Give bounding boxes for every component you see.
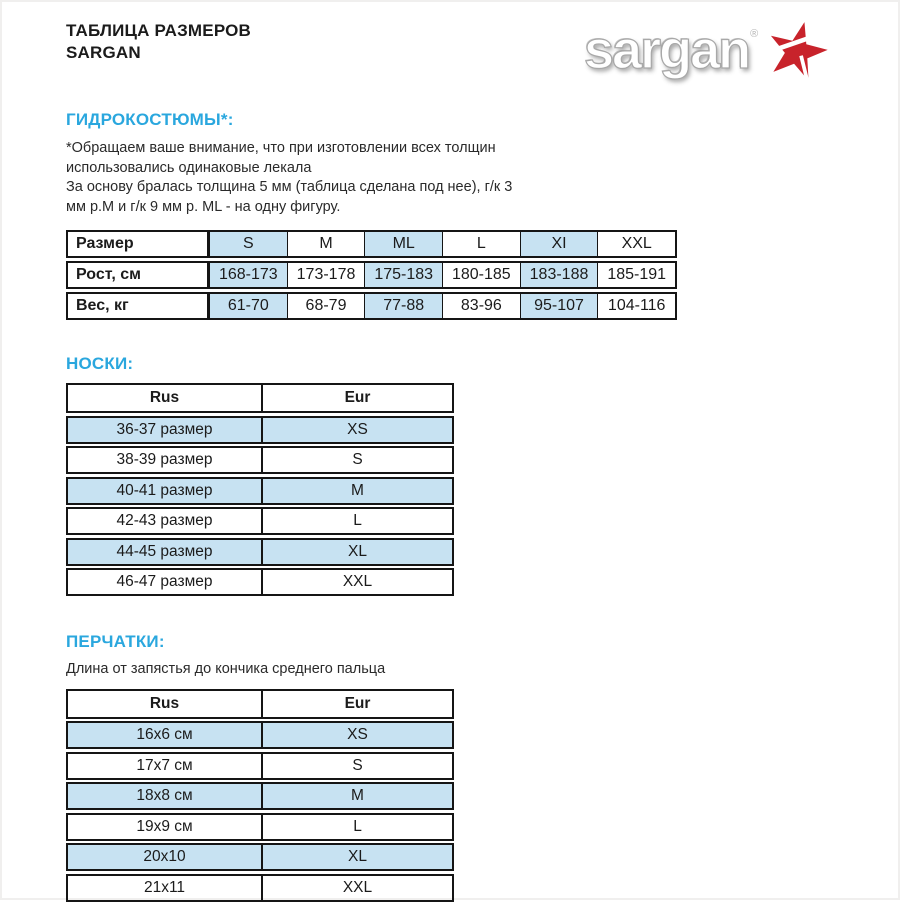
rus-header-cell: Rus [68,385,263,411]
rus-value-cell: 17x7 см [68,754,263,778]
value-cell: 95-107 [520,294,598,318]
rus-value-cell: 44-45 размер [68,540,263,564]
size-column-header-cell: M [287,232,365,256]
rus-value-cell: 18x8 см [68,784,263,808]
value-cell: 173-178 [287,263,365,287]
wetsuits-note-line: За основу бралась толщина 5 мм (таблица сделана под нее), г/к 3 [66,179,513,195]
value-cell: 180-185 [442,263,520,287]
logo-wordmark: sargan [584,20,750,80]
eur-header-cell: Eur [344,694,371,712]
wetsuits-table-row [66,292,677,320]
wetsuits-note-line: мм р.М и г/к 9 мм р. ML - на одну фигуру. [66,198,341,215]
eur-value-cell: M [351,787,364,804]
rus-value-cell: 21x11 [68,876,263,900]
rus-value-cell: 46-47 размер [68,570,263,594]
rus-header-cell: Rus [68,691,263,717]
gloves-table-row [66,813,454,841]
rus-value-cell: 42-43 размер [68,509,263,533]
rus-value-cell: 20x10 [68,845,263,869]
wetsuits-size-table [66,230,836,320]
corner-label-cell: Размер [68,232,210,256]
gloves-table-row [66,843,454,871]
eur-value-cell: XXL [342,573,373,590]
eur-value-cell: XXL [342,878,373,896]
eur-value-cell: XS [347,420,368,438]
size-column-header-cell: ML [364,232,442,256]
eur-value-cell: M [351,481,364,499]
socks-table-row [66,477,454,505]
rus-value-cell: 36-37 размер [68,418,263,442]
gloves-note: Длина от запястья до кончика среднего пальца [66,661,386,677]
gloves-table-header-row [66,689,454,719]
rus-value-cell: 16x6 см [68,723,263,747]
value-cell: 68-79 [287,294,365,318]
value-cell: 77-88 [364,294,442,318]
gloves-table-row [66,874,454,902]
gloves-table-row [66,752,454,780]
rus-value-cell: 40-41 размер [68,479,263,503]
socks-table-row [66,446,454,474]
wetsuits-table-header-row [66,230,677,258]
size-column-header-cell: XI [520,232,598,256]
sargan-logo [584,20,830,86]
socks-table-row [66,507,454,535]
socks-table-row [66,568,454,596]
value-cell: 175-183 [364,263,442,287]
eur-value-cell: S [352,756,363,774]
value-cell: 61-70 [210,294,287,318]
socks-size-table [66,383,836,596]
wetsuits-table-row [66,261,677,289]
eur-header-cell: Eur [344,389,371,406]
eur-value-cell: XL [348,848,367,865]
section-heading-gloves: ПЕРЧАТКИ: [66,632,165,651]
row-label-cell: Рост, см [68,263,210,287]
value-cell: 185-191 [597,263,675,287]
gloves-size-table [66,689,836,902]
section-heading-wetsuits: ГИДРОКОСТЮМЫ*: [66,110,234,129]
eur-value-cell: XL [348,542,367,560]
registered-trademark-icon: ® [750,28,759,40]
wetsuits-note-line: *Обращаем ваше внимание, что при изготовлении всех толщин [66,140,496,156]
value-cell: 83-96 [442,294,520,318]
row-label-cell: Вес, кг [68,294,210,318]
star-icon [764,18,830,86]
size-chart-page [66,20,836,904]
rus-value-cell: 38-39 размер [68,448,263,472]
brand-subtitle: SARGAN [66,43,141,62]
value-cell: 104-116 [597,294,675,318]
wetsuits-note-line: использовались одинаковые лекала [66,159,312,176]
gloves-table-row [66,721,454,749]
gloves-table-row [66,782,454,810]
value-cell: 183-188 [520,263,598,287]
wetsuits-note [66,139,836,217]
size-column-header-cell: XXL [597,232,675,256]
page-title: ТАБЛИЦА РАЗМЕРОВ [66,21,252,40]
size-column-header-cell: L [442,232,520,256]
eur-value-cell: L [353,817,362,835]
socks-table-header-row [66,383,454,413]
eur-value-cell: S [352,451,363,468]
size-column-header-cell: S [210,232,287,256]
section-heading-socks: НОСКИ: [66,354,134,373]
rus-value-cell: 19x9 см [68,815,263,839]
socks-table-row [66,416,454,444]
value-cell: 168-173 [210,263,287,287]
eur-value-cell: XS [347,726,368,743]
eur-value-cell: L [353,512,362,529]
socks-table-row [66,538,454,566]
